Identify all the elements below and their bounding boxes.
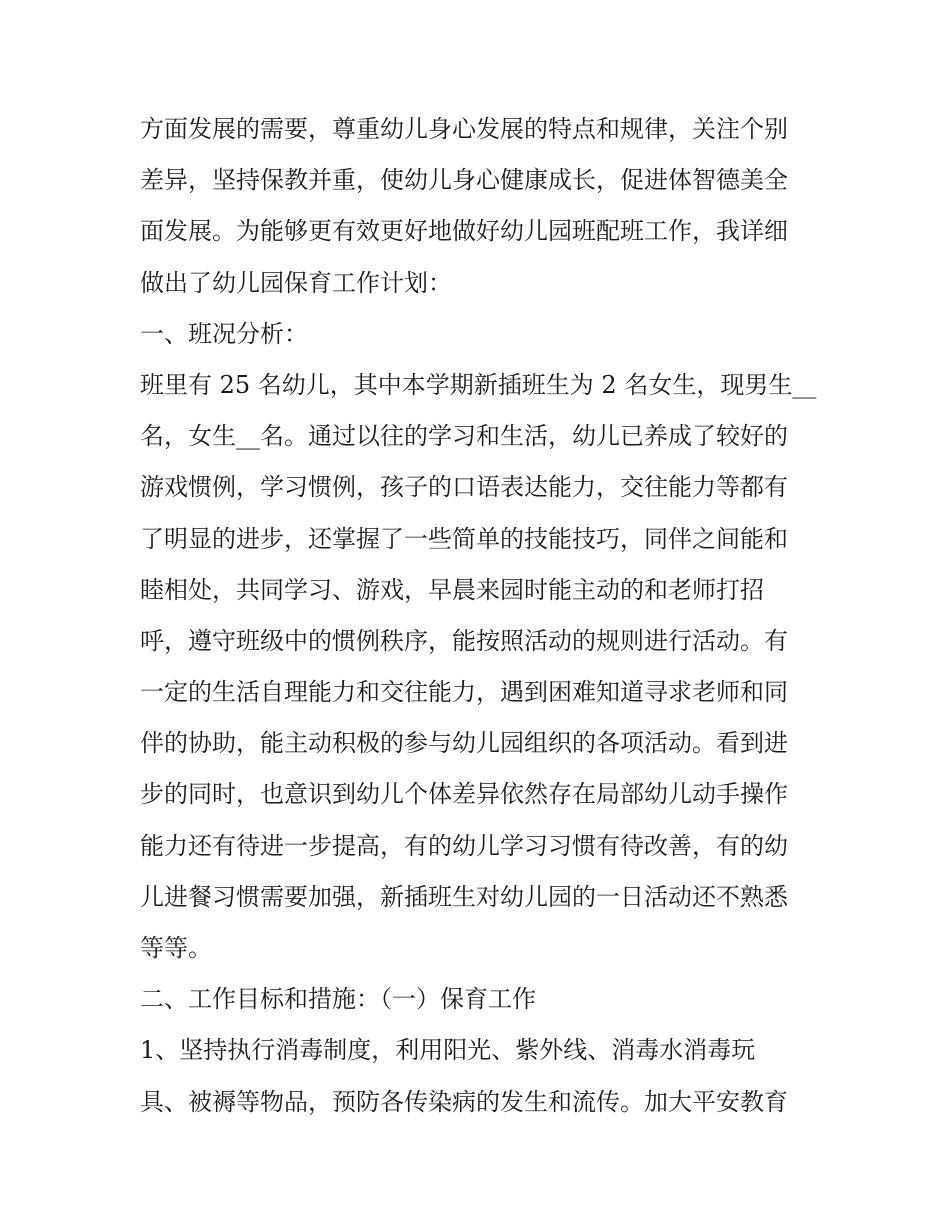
text-line-6: 班里有 25 名幼儿，其中本学期新插班生为 2 名女生，现男生__ (140, 370, 817, 399)
text-line-17: 等等。 (140, 934, 212, 962)
text-line-7: 名，女生__名。通过以往的学习和生活，幼儿已养成了较好的 (140, 422, 788, 451)
section-heading-class-analysis: 一、班况分析： (140, 319, 308, 348)
text-line-15: 能力还有待进一步提高，有的幼儿学习习惯有待改善，有的幼 (140, 831, 788, 860)
text-line-19: 1、坚持执行消毒制度，利用阳光、紫外线、消毒水消毒玩 (140, 1036, 756, 1065)
text-line-20: 具、被褥等物品，预防各传染病的发生和流传。加大平安教育 (140, 1087, 788, 1116)
text-line-1: 方面发展的需要，尊重幼儿身心发展的特点和规律，关注个别 (140, 115, 788, 143)
text-line-13: 伴的协助，能主动积极的参与幼儿园组织的各项活动。看到进 (140, 729, 788, 758)
text-line-10: 睦相处，共同学习、游戏，早晨来园时能主动的和老师打招 (140, 575, 764, 604)
text-line-2: 差异，坚持保教并重，使幼儿身心健康成长，促进体智德美全 (140, 166, 788, 195)
text-line-4: 做出了幼儿园保育工作计划： (140, 268, 452, 297)
text-line-3: 面发展。为能够更有效更好地做好幼儿园班配班工作，我详细 (140, 217, 788, 246)
section-heading-goals-measures: 二、工作目标和措施：（一）保育工作 (140, 985, 536, 1014)
text-line-8: 游戏惯例，学习惯例，孩子的口语表达能力，交往能力等都有 (140, 473, 788, 502)
text-line-14: 步的同时，也意识到幼儿个体差异依然存在局部幼儿动手操作 (140, 780, 788, 809)
text-line-12: 一定的生活自理能力和交往能力，遇到困难知道寻求老师和同 (140, 678, 788, 707)
text-line-9: 了明显的进步，还掌握了一些简单的技能技巧，同伴之间能和 (140, 524, 788, 553)
document-body (140, 104, 820, 1128)
text-line-11: 呼，遵守班级中的惯例秩序，能按照活动的规则进行活动。有 (140, 626, 788, 655)
text-line-16: 儿进餐习惯需要加强，新插班生对幼儿园的一日活动还不熟悉 (140, 882, 788, 911)
